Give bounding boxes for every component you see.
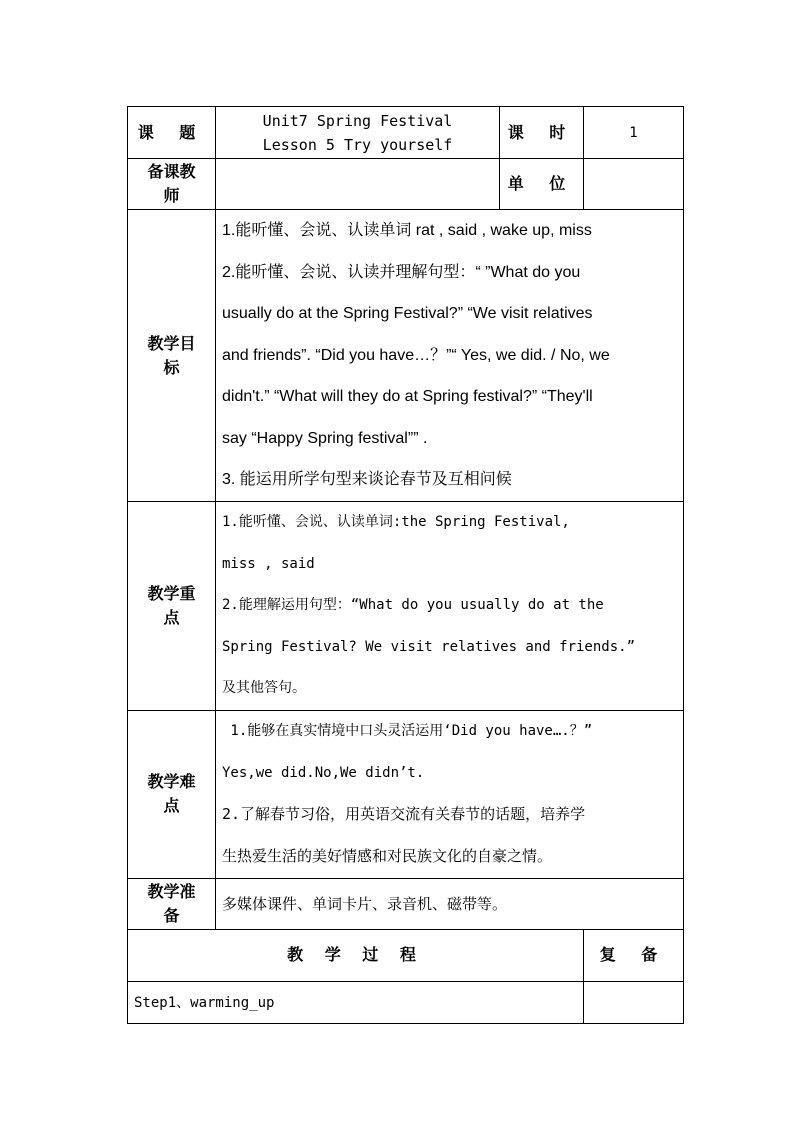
preparation-label-line-2: 备 [163, 905, 180, 925]
unit-label-cell [500, 159, 584, 210]
difficulty-line: Yes,we did.No,We didn’t. [222, 764, 425, 781]
topic-label-cell [128, 107, 216, 159]
topic-line-1: Unit7 Spring Festival [262, 111, 453, 130]
objective-line: didn't.” “What will they do at Spring festival?” “They'll [222, 388, 593, 406]
preparation-content [216, 878, 684, 929]
key-point-line: 1.能听懂、会说、认读单词:the Spring Festival, [222, 514, 570, 530]
objectives-label-line-1: 教学目 [147, 333, 196, 353]
objectives-label-line-2: 标 [163, 357, 180, 377]
period-label: 课 时 [507, 122, 576, 142]
preparation-row [128, 878, 684, 929]
teacher-label-cell [128, 159, 216, 210]
key-points-content [216, 502, 684, 711]
objective-line: 3. 能运用所学句型来谈论春节及互相问候 [222, 471, 512, 489]
preparation-value: 多媒体课件、单词卡片、录音机、磁带等。 [222, 895, 508, 913]
difficulty-line: 2.了解春节习俗，用英语交流有关春节的话题，培养学 [222, 805, 586, 823]
step-1-cell [128, 981, 584, 1023]
topic-value-cell [216, 107, 500, 159]
review-header: 复 备 [599, 945, 668, 964]
difficulty-line: 生热爱生活的美好情感和对民族文化的自豪之情。 [222, 846, 553, 865]
review-header-cell [584, 929, 684, 981]
key-point-line: Spring Festival? We visit relatives and friends.” [222, 638, 636, 655]
process-header: 教 学 过 程 [287, 945, 424, 964]
difficulty-line: 1.能够在真实情境中口头灵活运用‘Did you have….？” [222, 723, 593, 739]
difficulties-row [128, 710, 684, 878]
objective-line: and friends”. “Did you have…？”“ Yes, we did. / No, we [222, 346, 610, 364]
key-point-line: 及其他答句。 [222, 680, 306, 696]
key-points-label-line-2: 点 [163, 607, 180, 627]
objectives-label-cell [128, 210, 216, 502]
objective-line: 2.能听懂、会说、认读并理解句型：“ ”What do you [222, 263, 581, 281]
period-label-cell [500, 107, 584, 159]
objective-line: usually do at the Spring Festival?” “We visit relatives [222, 305, 593, 323]
lesson-plan-table [127, 106, 684, 1024]
process-header-row [128, 929, 684, 981]
step-1-review-cell [584, 981, 684, 1023]
topic-label: 课 题 [137, 122, 206, 142]
key-point-line: 2.能理解运用句型：“What do you usually do at the [222, 597, 604, 613]
topic-row [128, 107, 684, 159]
key-point-line: miss , said [222, 555, 315, 572]
teacher-row [128, 159, 684, 210]
key-points-label-line-1: 教学重 [147, 583, 196, 603]
period-value: 1 [629, 124, 638, 141]
objective-line: say “Happy Spring festival”” . [222, 429, 428, 447]
objective-line: 1.能听懂、会说、认读单词 rat , said , wake up, miss [222, 222, 592, 240]
step-1-text: Step1、warming_up [134, 995, 275, 1011]
difficulties-content [216, 710, 684, 878]
key-points-row [128, 502, 684, 711]
difficulties-label-cell [128, 710, 216, 878]
objectives-row [128, 210, 684, 502]
preparation-label-cell [128, 878, 216, 929]
process-header-cell [128, 929, 584, 981]
objectives-content [216, 210, 684, 502]
teacher-label-line-1: 备课教 [147, 162, 196, 181]
teacher-value-cell [216, 159, 500, 210]
key-points-label-cell [128, 502, 216, 711]
difficulties-label-line-2: 点 [163, 796, 180, 815]
topic-line-2: Lesson 5 Try yourself [262, 135, 453, 154]
period-value-cell [584, 107, 684, 159]
step-row [128, 981, 684, 1023]
unit-value-cell [584, 159, 684, 210]
unit-label: 单 位 [507, 174, 576, 193]
teacher-label-line-2: 师 [163, 186, 180, 205]
difficulties-label-line-1: 教学难 [147, 772, 196, 791]
preparation-label-line-1: 教学准 [147, 881, 196, 901]
